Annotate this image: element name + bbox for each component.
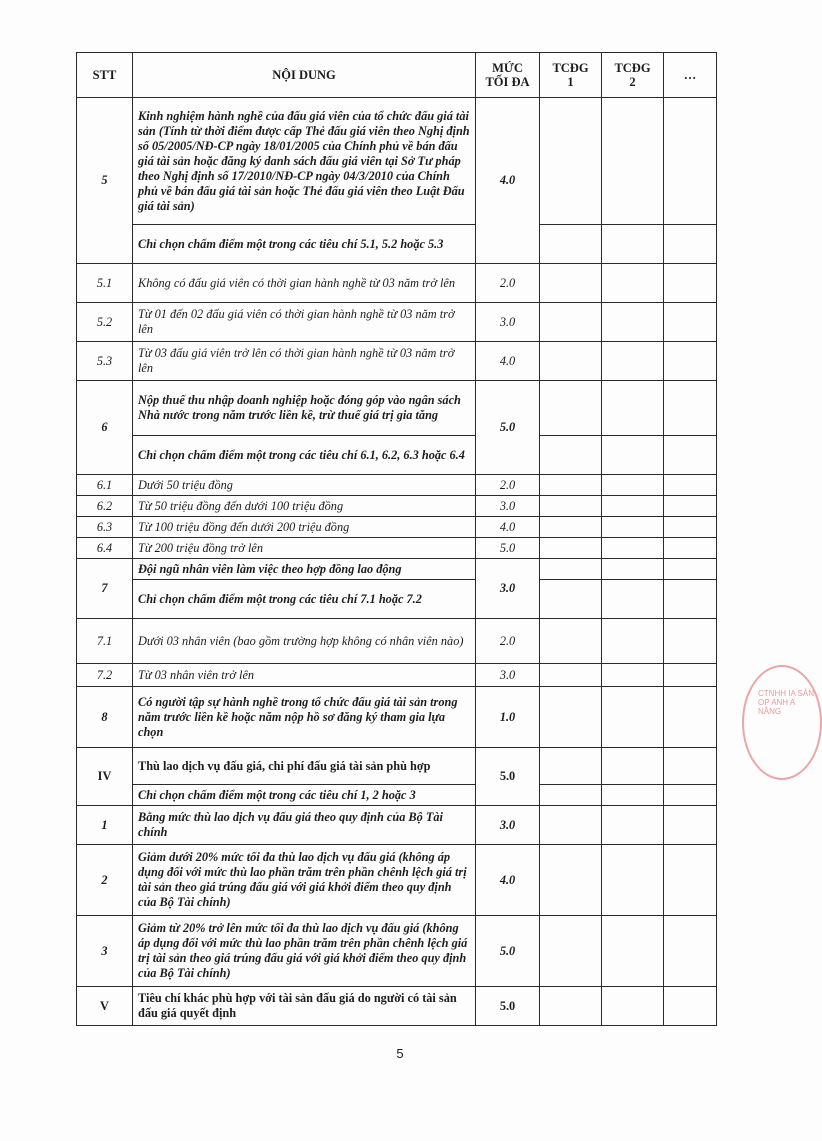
row-stt: 1 [77, 806, 133, 845]
table-row [77, 619, 717, 664]
row-max: 5.0 [476, 381, 540, 475]
score-cell [540, 342, 602, 381]
row-stt: 6.2 [77, 496, 133, 517]
row-content: Giảm dưới 20% mức tối đa thù lao dịch vụ đấu giá (không áp dụng đối với mức thù lao phần trăm trên phần chênh lệch giá trị tài sản theo giá trúng đấu giá với giá khởi điểm theo quy định của Bộ Tài chính) [133, 845, 476, 916]
row-content: Không có đấu giá viên có thời gian hành nghề từ 03 năm trở lên [133, 264, 476, 303]
score-cell [540, 538, 602, 559]
row-content: Có người tập sự hành nghề trong tổ chức đấu giá tài sản trong năm trước liền kề hoặc năm nộp hồ sơ đăng ký tham gia lựa chọn [133, 687, 476, 748]
score-cell [540, 264, 602, 303]
row-max: 2.0 [476, 619, 540, 664]
score-cell [664, 381, 717, 436]
score-cell [540, 475, 602, 496]
row-choose: Chỉ chọn chấm điểm một trong các tiêu chí 1, 2 hoặc 3 [133, 785, 476, 806]
row-stt: IV [77, 748, 133, 806]
score-cell [602, 496, 664, 517]
score-cell [664, 496, 717, 517]
score-cell [540, 580, 602, 619]
row-stt: 8 [77, 687, 133, 748]
row-content: Dưới 03 nhân viên (bao gồm trường hợp không có nhân viên nào) [133, 619, 476, 664]
row-max: 3.0 [476, 496, 540, 517]
table-row [77, 580, 717, 619]
score-cell [540, 845, 602, 916]
table-row [77, 342, 717, 381]
table-row [77, 748, 717, 785]
row-stt: 5.2 [77, 303, 133, 342]
score-cell [664, 987, 717, 1026]
score-cell [540, 987, 602, 1026]
score-cell [664, 342, 717, 381]
row-content: Kinh nghiệm hành nghề của đấu giá viên của tổ chức đấu giá tài sản (Tính từ thời điểm được cấp Thẻ đấu giá viên theo Nghị định số 05/2005/NĐ-CP ngày 18/01/2005 của Chính phủ về bán đấu giá tài sản hoặc đăng ký danh sách đấu giá viên tại Sở Tư pháp theo Nghị định số 17/2010/NĐ-CP ngày 04/3/2010 của Chính phủ về bán đấu giá tài sản hoặc Thẻ đấu giá viên theo Luật Đấu giá tài sản) [133, 98, 476, 225]
header-stt: STT [77, 53, 133, 98]
score-cell [602, 475, 664, 496]
score-cell [540, 748, 602, 785]
score-cell [540, 806, 602, 845]
score-cell [540, 785, 602, 806]
row-max: 5.0 [476, 987, 540, 1026]
row-choose: Chỉ chọn chấm điểm một trong các tiêu chí 7.1 hoặc 7.2 [133, 580, 476, 619]
header-tcdg2: TCĐG 2 [602, 53, 664, 98]
score-cell [664, 806, 717, 845]
row-max: 4.0 [476, 98, 540, 264]
score-cell [540, 916, 602, 987]
table-row [77, 517, 717, 538]
score-cell [540, 619, 602, 664]
table-row [77, 806, 717, 845]
row-content: Từ 50 triệu đồng đến dưới 100 triệu đồng [133, 496, 476, 517]
table-row [77, 687, 717, 748]
row-stt: 6.1 [77, 475, 133, 496]
score-cell [664, 559, 717, 580]
row-max: 2.0 [476, 475, 540, 496]
header-max: MỨC TỐI ĐA [476, 53, 540, 98]
row-content: Từ 01 đến 02 đấu giá viên có thời gian hành nghề từ 03 năm trở lên [133, 303, 476, 342]
company-stamp: CTNHH IA SẢN OP ANH A NẴNG [742, 665, 822, 780]
score-cell [540, 687, 602, 748]
score-cell [664, 517, 717, 538]
row-max: 4.0 [476, 342, 540, 381]
row-stt: 6.4 [77, 538, 133, 559]
table-row [77, 845, 717, 916]
score-cell [602, 98, 664, 225]
table-row [77, 559, 717, 580]
header-content: NỘI DUNG [133, 53, 476, 98]
row-max: 5.0 [476, 538, 540, 559]
criteria-table [76, 52, 717, 1026]
score-cell [664, 619, 717, 664]
row-content: Từ 200 triệu đồng trở lên [133, 538, 476, 559]
row-stt: 7.2 [77, 664, 133, 687]
header-more: … [664, 53, 717, 98]
row-content: Dưới 50 triệu đồng [133, 475, 476, 496]
row-stt: V [77, 987, 133, 1026]
row-stt: 2 [77, 845, 133, 916]
score-cell [664, 916, 717, 987]
row-max: 3.0 [476, 806, 540, 845]
table-row [77, 987, 717, 1026]
score-cell [540, 98, 602, 225]
score-cell [540, 664, 602, 687]
table-row [77, 98, 717, 225]
score-cell [540, 517, 602, 538]
table-row [77, 785, 717, 806]
row-stt: 6.3 [77, 517, 133, 538]
row-content: Từ 03 đấu giá viên trở lên có thời gian hành nghề từ 03 năm trở lên [133, 342, 476, 381]
row-stt: 5 [77, 98, 133, 264]
score-cell [664, 538, 717, 559]
score-cell [540, 381, 602, 436]
score-cell [664, 687, 717, 748]
score-cell [602, 303, 664, 342]
table-row [77, 381, 717, 436]
table-row [77, 496, 717, 517]
score-cell [540, 225, 602, 264]
score-cell [602, 517, 664, 538]
row-max: 4.0 [476, 517, 540, 538]
score-cell [664, 225, 717, 264]
score-cell [664, 264, 717, 303]
header-tcdg1: TCĐG 1 [540, 53, 602, 98]
score-cell [664, 845, 717, 916]
score-cell [664, 436, 717, 475]
score-cell [602, 806, 664, 845]
row-content: Đội ngũ nhân viên làm việc theo hợp đồng lao động [133, 559, 476, 580]
score-cell [602, 381, 664, 436]
row-stt: 6 [77, 381, 133, 475]
row-content: Từ 100 triệu đồng đến dưới 200 triệu đồng [133, 517, 476, 538]
score-cell [540, 496, 602, 517]
row-max: 5.0 [476, 748, 540, 806]
table-row [77, 538, 717, 559]
score-cell [602, 538, 664, 559]
row-stt: 7 [77, 559, 133, 619]
row-stt: 5.1 [77, 264, 133, 303]
score-cell [602, 664, 664, 687]
row-content: Tiêu chí khác phù hợp với tài sản đấu giá do người có tài sản đấu giá quyết định [133, 987, 476, 1026]
row-max: 5.0 [476, 916, 540, 987]
score-cell [540, 436, 602, 475]
row-choose: Chỉ chọn chấm điểm một trong các tiêu chí 6.1, 6.2, 6.3 hoặc 6.4 [133, 436, 476, 475]
table-row [77, 916, 717, 987]
table-row [77, 475, 717, 496]
row-max: 3.0 [476, 303, 540, 342]
score-cell [664, 664, 717, 687]
table-row [77, 264, 717, 303]
row-max: 2.0 [476, 264, 540, 303]
score-cell [664, 785, 717, 806]
table-row [77, 303, 717, 342]
score-cell [602, 619, 664, 664]
row-content: Nộp thuế thu nhập doanh nghiệp hoặc đóng góp vào ngân sách Nhà nước trong năm trước liền kề, trừ thuế giá trị gia tăng [133, 381, 476, 436]
score-cell [540, 303, 602, 342]
score-cell [602, 687, 664, 748]
score-cell [602, 916, 664, 987]
score-cell [602, 436, 664, 475]
score-cell [602, 559, 664, 580]
row-stt: 5.3 [77, 342, 133, 381]
score-cell [664, 303, 717, 342]
row-max: 1.0 [476, 687, 540, 748]
score-cell [602, 264, 664, 303]
row-content: Bằng mức thù lao dịch vụ đấu giá theo quy định của Bộ Tài chính [133, 806, 476, 845]
score-cell [602, 748, 664, 785]
score-cell [602, 225, 664, 264]
row-stt: 7.1 [77, 619, 133, 664]
table-header [77, 53, 717, 98]
row-content: Thù lao dịch vụ đấu giá, chi phí đấu giá tài sản phù hợp [133, 748, 476, 785]
table-row [77, 664, 717, 687]
table-row [77, 436, 717, 475]
row-max: 3.0 [476, 664, 540, 687]
row-stt: 3 [77, 916, 133, 987]
row-content: Giảm từ 20% trở lên mức tối đa thù lao dịch vụ đấu giá (không áp dụng đối với mức thù lao phần trăm trên phần chênh lệch giá trị tài sản theo giá trúng đấu giá với giá khởi điểm theo quy định của Bộ Tài chính) [133, 916, 476, 987]
page-number: 5 [396, 1046, 404, 1061]
score-cell [602, 785, 664, 806]
row-max: 3.0 [476, 559, 540, 619]
row-choose: Chỉ chọn chấm điểm một trong các tiêu chí 5.1, 5.2 hoặc 5.3 [133, 225, 476, 264]
score-cell [602, 845, 664, 916]
score-cell [664, 580, 717, 619]
row-content: Từ 03 nhân viên trở lên [133, 664, 476, 687]
row-max: 4.0 [476, 845, 540, 916]
score-cell [664, 475, 717, 496]
score-cell [602, 580, 664, 619]
score-cell [602, 987, 664, 1026]
score-cell [664, 98, 717, 225]
score-cell [602, 342, 664, 381]
score-cell [540, 559, 602, 580]
table-row [77, 225, 717, 264]
score-cell [664, 748, 717, 785]
